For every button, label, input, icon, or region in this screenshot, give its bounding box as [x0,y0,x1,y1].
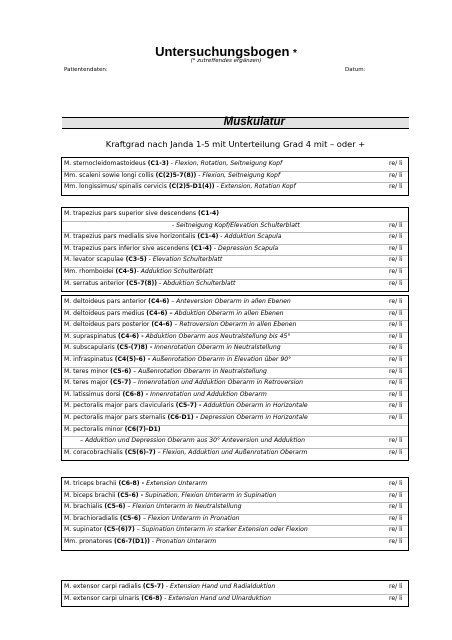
muscle-function: Adduktion Schulterblatt [140,268,213,275]
muscle-name: M. supraspinatus [64,332,118,340]
muscle-group-box [61,580,409,607]
separator: - [157,279,164,287]
muscle-name: Mm. longissimus/ spinalis cervicis [64,183,169,191]
muscle-name: Mm. pronatores [64,538,114,545]
separator: – [134,526,142,534]
nerve-root: (C6-D1) - [167,414,199,421]
nerve-root: (C5-(7)8) - [116,344,153,352]
separator: - [149,538,156,545]
muscle-function: Depression Scapula [218,244,279,252]
patient-data-label: Patientendaten: [64,67,108,73]
nerve-root: (C6-8) - [122,390,149,398]
muscle-name: M. deltoideus pars posterior [64,321,152,329]
muscle-name: M. serratus anterior [64,279,127,287]
nerve-root: (C(2)5-7(8)) [155,171,197,179]
muscle-function: Flexion, Rotation, Seitneigung Kopf [174,160,283,167]
nerve-root: (C6(7)-D1) [124,425,161,433]
muscle-name: M. deltoideus pars medius [64,309,147,317]
side-field[interactable]: re/ li [389,390,403,398]
side-field[interactable]: re/ li [389,244,403,252]
muscle-function: Flexion Unterarm in Neutralstellung [132,503,242,511]
muscle-function: Flexion, Adduktion und Außenrotation Oberarm [162,448,308,456]
muscle-name: M. pectoralis major pars sternalis [64,414,168,421]
side-field[interactable]: re/ li [389,171,403,179]
side-field[interactable]: re/ li [389,221,403,229]
separator: – [80,437,85,445]
muscle-name: M. teres minor [64,367,111,375]
muscle-function: Extension Unterarm [146,480,208,487]
side-field[interactable]: re/ li [389,491,403,499]
muscle-group-box [61,477,409,551]
separator: – [131,379,139,387]
nerve-root: (C5-7) - [175,402,202,410]
side-field[interactable]: re/ li [389,437,403,445]
side-field[interactable]: re/ li [389,332,403,340]
muscle-name: M. sternocleidomastoideus [64,160,148,167]
muscle-function: Innenrotation Oberarm in Neutralstellung [154,344,281,352]
side-field[interactable]: re/ li [389,448,403,456]
separator: – [169,298,177,305]
side-field[interactable]: re/ li [389,514,403,522]
side-field[interactable]: re/ li [389,356,403,363]
muscle-function: Depression Oberarm in Horizontale [200,414,308,421]
nerve-root: (C5-(6)7) [103,526,135,534]
muscle-function: Abduktion Schulterblatt [163,279,236,287]
separator: – [125,503,133,511]
side-field[interactable]: re/ li [389,298,403,305]
muscle-function: Innenrotation und Adduktion Oberarm [150,390,267,398]
separator: - [163,583,170,590]
nerve-root: (C4(5)-6) - [114,356,151,363]
muscle-group-box [61,207,409,292]
muscle-name: M. pectoralis minor [64,425,125,433]
muscle-function: Pronation Unterarm [155,538,217,545]
side-field[interactable]: re/ li [389,402,403,410]
nerve-root: (C4-6) - [117,332,144,340]
side-field[interactable]: re/ li [389,414,403,421]
muscle-function: Extension Hand und Ulnarduktion [168,594,271,602]
muscle-name: M. trapezius pars inferior sive ascendens [64,244,191,252]
form-title [0,44,452,59]
nerve-root: (C4-5) [115,268,137,275]
separator: - [162,594,169,602]
muscle-function: Supination Unterarm in starker Extension oder Flexion [141,526,308,534]
nerve-root: (C5-7) [142,583,164,590]
separator: – [140,514,148,522]
nerve-root: (C5-6) [119,514,141,522]
side-field[interactable]: re/ li [389,367,403,375]
nerve-root: (C5-6) - [117,491,144,499]
nerve-root: (C1-4) [197,233,219,241]
separator: - [168,160,175,167]
muscle-name: M. biceps brachii [64,491,118,499]
nerve-root: (C4-6) [148,298,170,305]
side-field[interactable]: re/ li [389,256,403,264]
muscle-name: M. subscapularis [64,344,117,352]
nerve-root: (C1-4) [190,244,212,252]
nerve-root: (C5(6)-7) [124,448,156,456]
muscle-name: Mm. rhomboidei [64,268,116,275]
nerve-root: (C(2)5-D1(4)) [168,183,215,191]
side-field[interactable]: re/ li [389,321,403,329]
muscle-name: M. deltoideus pars anterior [64,298,149,305]
muscle-function: Elevation Schulterblatt [152,256,223,264]
nerve-root: (C1-4) [198,210,220,217]
side-field[interactable]: re/ li [389,526,403,534]
muscle-function: Außenrotation Oberarm in Elevation über 90° [152,356,292,363]
muscle-function: Innenrotation und Adduktion Oberarm in Retroversion [138,379,304,387]
nerve-root: (C5-6) [110,367,132,375]
footnote-hint: (* zutreffendes ergänzen) [190,58,262,64]
separator: - [136,268,141,275]
nerve-root: (C5-7(8)) [126,279,158,287]
separator: – [172,321,180,329]
date-label: Datum: [345,67,366,73]
nerve-root: (C4-6) [151,321,173,329]
separator: - [172,221,177,229]
section-title: Muskulatur [223,116,285,128]
muscle-function: Anteversion Oberarm in allen Ebenen [176,298,291,305]
muscle-function: Seitneigung Kopf/Elevation Schulterblatt [176,221,300,229]
muscle-function: Abduktion Oberarm aus Neutralstellung bis 45° [145,332,291,340]
strength-scale-note: Kraftgrad nach Janda 1-5 mit Unterteilung Grad 4 mit – oder + [105,139,366,149]
nerve-root: (C6-8) [141,594,163,602]
muscle-name: M. trapezius pars medialis sive horizontalis [64,233,198,241]
side-field[interactable]: re/ li [389,268,403,275]
side-field[interactable]: re/ li [389,160,403,167]
section-header-band [62,117,409,129]
side-field[interactable]: re/ li [389,183,403,191]
muscle-function: Retroversion Oberarm in allen Ebenen [179,321,297,329]
side-field[interactable]: re/ li [389,233,403,241]
muscle-function: Flexion, Seitneigung Kopf [202,171,280,179]
separator: - [218,233,225,241]
side-field[interactable]: re/ li [389,279,403,287]
nerve-root: (C5-7) [110,379,132,387]
title-footnote-mark: * [293,48,297,59]
muscle-function: Adduktion Oberarm in Horizontale [203,402,308,410]
muscle-name: M. teres major [64,379,111,387]
separator: - [211,244,219,252]
muscle-function: Adduktion Scapula [224,233,282,241]
nerve-root: (C6-8) - [118,480,145,487]
side-field[interactable]: re/ li [389,480,403,487]
muscle-function: Flexion Unterarm in Pronation [147,514,240,522]
muscle-group-box [61,295,409,461]
side-field[interactable]: re/ li [389,594,403,602]
muscle-function: Adduktion und Depression Oberarm aus 30° Anteversion und Adduktion [84,437,305,445]
muscle-function: Abduktion Oberarm in allen Ebenen [174,309,284,317]
nerve-root: (C5-6) [104,503,126,511]
muscle-name: M. coracobrachialis [64,448,125,456]
separator: – [155,448,163,456]
muscle-name: M. triceps brachii [64,480,119,487]
muscle-name: M. pectoralis major pars clavicularis [64,402,176,410]
nerve-root: (C3-5) [125,256,147,264]
muscle-name: Mm. scaleni sowie longi collis [64,171,156,179]
muscle-name: M. supinator [64,526,104,534]
nerve-root: (C1-3) [147,160,169,167]
muscle-function: Extension, Rotation Kopf [220,183,296,191]
separator: - [196,171,203,179]
side-field[interactable]: re/ li [389,503,403,511]
separator: - [146,256,153,264]
side-field[interactable]: re/ li [389,583,403,590]
muscle-function: Extension Hand und Radialduktion [170,583,276,590]
muscle-name: M. latissimus dorsi [64,390,123,398]
separator: - [214,183,221,191]
nerve-root: (C6-7(D1)) [113,538,150,545]
muscle-name: M. extensor carpi radialis [64,583,143,590]
side-field[interactable]: re/ li [389,344,403,352]
muscle-name: M. extensor carpi ulnaris [64,594,142,602]
form-title-text: Untersuchungsbogen [155,44,290,59]
muscle-name: M. brachioradialis [64,514,120,522]
muscle-name: M. levator scapulae [64,256,126,264]
nerve-root: (C4-6) – [146,309,173,317]
muscle-function: Außenrotation Oberarm in Neutralstellung [138,367,267,375]
muscle-name: M. infraspinatus [64,356,115,363]
muscle-name: M. brachialis [64,503,105,511]
separator: – [131,367,139,375]
side-field[interactable]: re/ li [389,379,403,387]
muscle-group-box [61,157,409,196]
muscle-function: Supination, Flexion Unterarm in Supination [145,491,277,499]
muscle-name: M. trapezius pars superior sive descendens [64,210,198,217]
side-field[interactable]: re/ li [389,538,403,545]
side-field[interactable]: re/ li [389,309,403,317]
